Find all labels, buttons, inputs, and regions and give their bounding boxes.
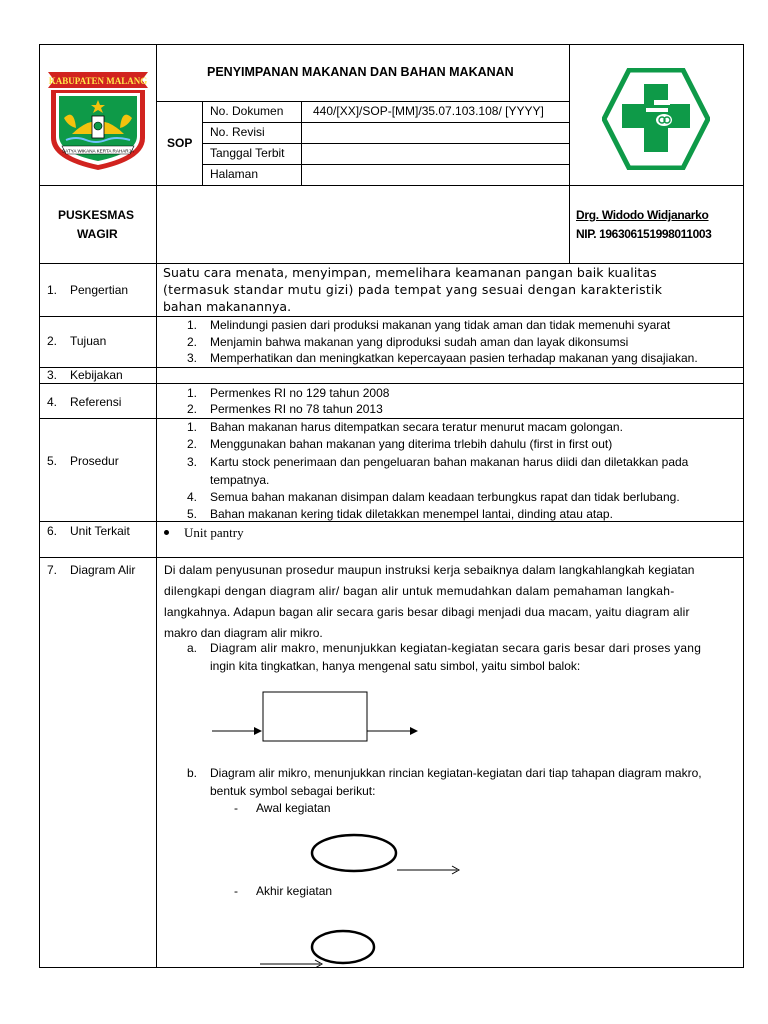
document-title: PENYIMPANAN MAKANAN DAN BAHAN MAKANAN [207,65,514,79]
row-label-referensi: Referensi [70,395,122,409]
row-number-referensi: 4. [47,395,58,409]
diagram-b-line-1: Diagram alir mikro, menunjukkan rincian kegiatan-kegiatan dari tiap tahapan diagram makro, [210,766,702,780]
sop-row-2 [202,143,570,144]
row-label-pengertian: Pengertian [70,283,129,297]
row-label-kebijakan: Kebijakan [70,368,123,382]
bullet-icon [164,530,169,535]
prosedur-item-3: Kartu stock penerimaan dan pengeluaran bahan makanan harus diidi dan diletakkan pada [210,455,689,469]
diagram-intro-line-3: langkahnya. Adapun bagan alir secara garis besar dibagi menjadi dua macam, yaitu diagram alir [164,605,690,619]
row-line-2 [39,367,744,368]
svg-text:KABUPATEN MALANG: KABUPATEN MALANG [48,76,148,86]
row-number-unit-terkait: 6. [47,524,58,538]
diagram-intro-line-2: dilengkapi dengan diagram alir/ bagan alir untuk memudahkan dalam pemahaman langkah- [164,584,675,598]
diagram-b-marker: b. [187,766,198,780]
col-divider [156,44,157,968]
sop-row-3 [202,164,570,165]
row-label-prosedur: Prosedur [70,454,119,468]
referensi-num-2: 2. [187,402,198,416]
tujuan-item-3: Memperhatikan dan meningkatkan kepercayaan pasien terhadap makanan yang disajiakan. [210,351,698,365]
end-oval-symbol [258,926,378,968]
org-name-line1: PUSKESMAS [58,208,135,222]
org-right-divider [569,185,570,264]
sop-label: SOP [167,136,193,150]
frame-bottom [39,967,744,968]
frame-top [39,44,744,45]
row-line-3 [39,383,744,384]
kabupaten-malang-logo [46,68,150,172]
row-number-kebijakan: 3. [47,368,58,382]
start-oval-symbol [309,832,469,876]
diagram-b-line-2: bentuk symbol sebagai berikut: [210,784,376,798]
pengertian-line-1: Suatu cara menata, menyimpan, memelihara keamanan pangan baik kualitas [163,265,657,280]
pengertian-line-2: (termasuk standar mutu gizi) pada tempat yang sesuai dengan karakteristik [163,282,663,297]
prosedur-num-2: 2. [187,437,198,451]
sub-item-akhir-kegiatan: Akhir kegiatan [256,884,333,898]
tujuan-num-3: 3. [187,351,198,365]
frame-right [743,44,744,968]
diagram-a-marker: a. [187,641,198,655]
prosedur-num-5: 5. [187,507,198,521]
tujuan-num-1: 1. [187,318,198,332]
frame-left [39,44,40,968]
row-number-prosedur: 5. [47,454,58,468]
sub-item-dash-2: - [234,884,238,898]
pengertian-line-3: bahan makanannya. [163,299,292,314]
unit-terkait-item-1: Unit pantry [184,525,244,540]
prosedur-item-3-cont: tempatnya. [210,473,270,487]
org-name-line2: WAGIR [77,227,118,241]
diagram-a-line-2: ingin kita tingkatkan, hanya mengenal satu simbol, yaitu simbol balok: [210,659,581,673]
prosedur-item-5: Bahan makanan kering tidak diletakkan menempel lantai, dinding atau atap. [210,507,613,521]
row-line-6 [39,557,744,558]
diagram-a-line-1: Diagram alir makro, menunjukkan kegiatan-kegiatan secara garis besar dari proses yang [210,641,702,655]
row-label-unit-terkait: Unit Terkait [70,524,130,538]
prosedur-item-2: Menggunakan bahan makanan yang diterima trlebih dahulu (first in first out) [210,437,613,451]
sop-row-1 [202,122,570,123]
referensi-num-1: 1. [187,386,198,400]
header-bottom [39,185,744,186]
prosedur-num-3: 3. [187,455,198,469]
signer-name: Drg. Widodo Widjanarko [576,208,709,222]
tujuan-item-1: Melindungi pasien dari produksi makanan yang tidak aman dan tidak memenuhi syarat [210,318,671,332]
prosedur-num-1: 1. [187,420,198,434]
prosedur-item-1: Bahan makanan harus ditempatkan secara teratur menurut macam golongan. [210,420,623,434]
diagram-intro-line-4: makro dan diagram alir mikro. [164,626,323,640]
prosedur-item-4: Semua bahan makanan disimpan dalam keadaan terbungkus rapat dan tidak berlubang. [210,490,680,504]
macro-flow-diagram [210,690,425,742]
diagram-intro-line-1: Di dalam penyusunan prosedur maupun instruksi kerja sebaiknya dalam langkahlangkah kegiatan [164,563,695,577]
row-label-tujuan: Tujuan [70,334,107,348]
field-label-halaman: Halaman [210,167,259,181]
referensi-item-2: Permenkes RI no 78 tahun 2013 [210,402,383,416]
prosedur-num-4: 4. [187,490,198,504]
sub-item-dash-1: - [234,801,238,815]
row-number-tujuan: 2. [47,334,58,348]
field-value-no-dokumen: 440/[XX]/SOP-[MM]/35.07.103.108/ [YYYY] [313,104,544,118]
puskesmas-logo [602,68,710,170]
tujuan-item-2: Menjamin bahwa makanan yang diproduksi sudah aman dan layak dikonsumsi [210,335,629,349]
tujuan-num-2: 2. [187,335,198,349]
row-number-diagram-alir: 7. [47,563,58,577]
field-label-no-revisi: No. Revisi [210,125,265,139]
row-number-pengertian: 1. [47,283,58,297]
row-label-diagram-alir: Diagram Alir [70,563,136,577]
sop-top [156,101,570,102]
referensi-item-1: Permenkes RI no 129 tahun 2008 [210,386,390,400]
field-label-tanggal-terbit: Tanggal Terbit [210,146,285,160]
svg-text:SATYA WIKANA KERTA RAHARJA: SATYA WIKANA KERTA RAHARJA [62,148,134,154]
signer-nip: NIP. 196306151998011003 [576,227,712,241]
field-label-no-dokumen: No. Dokumen [210,104,284,118]
sub-item-awal-kegiatan: Awal kegiatan [256,801,331,815]
